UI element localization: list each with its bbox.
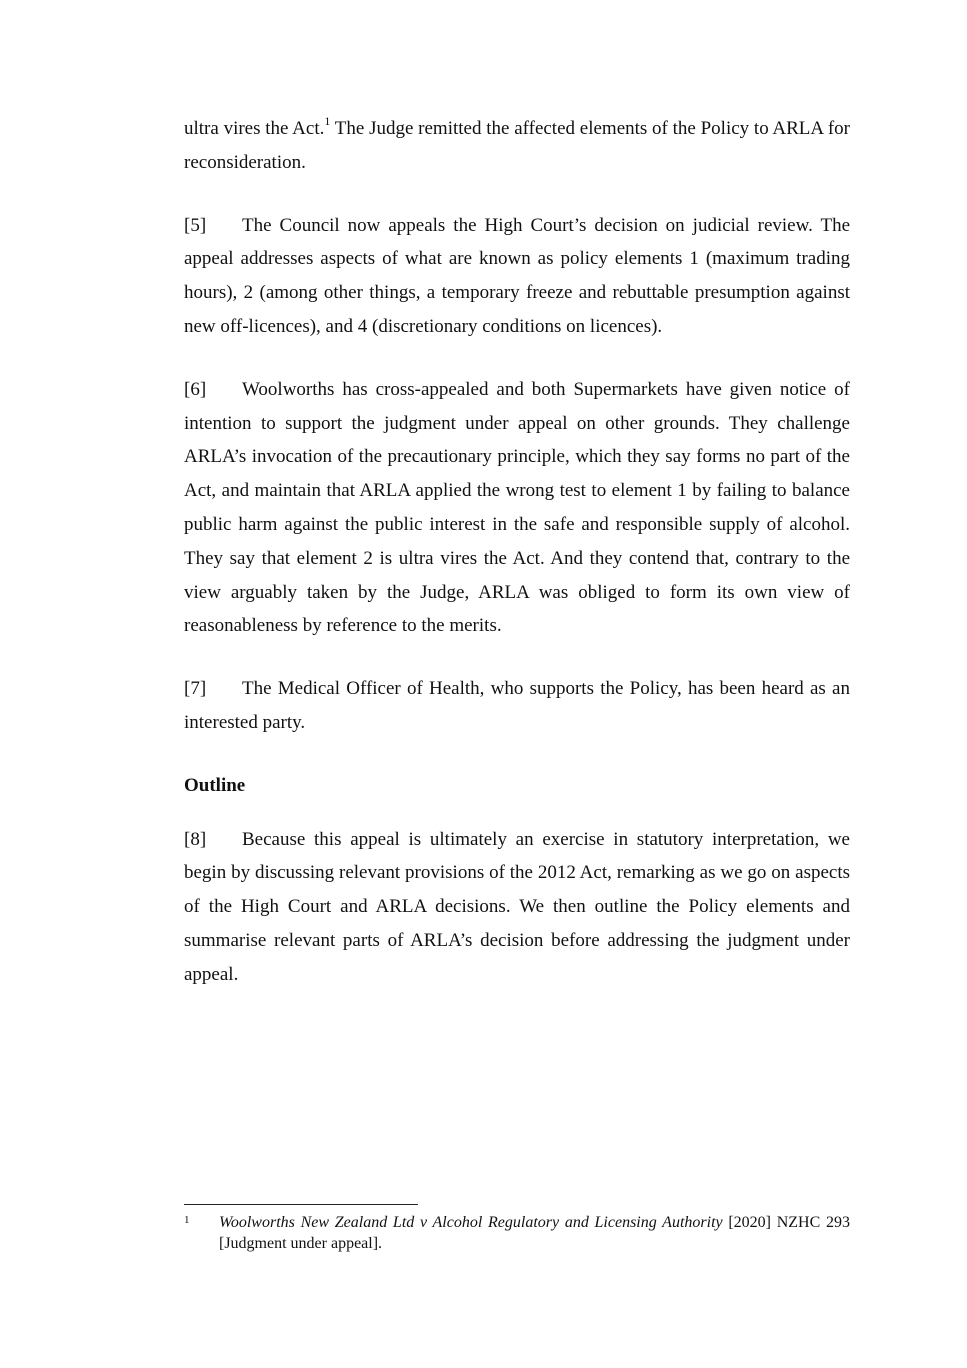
paragraph-5: [184, 209, 850, 344]
footnote-reference[interactable]: 1: [324, 113, 331, 128]
paragraph-text: Because this appeal is ultimately an exercise in statutory interpretation, we begin by discussing relevant provisions of the 2012 Act, remarking as we go on aspects of the High Court and ARLA decisions. We then outline the Policy elements and summarise relevant parts of ARLA’s decision before addressing the judgment under appeal.: [184, 828, 850, 985]
paragraph-7: [184, 672, 850, 740]
paragraph-number: [6]: [184, 378, 207, 400]
footnote: [184, 1212, 850, 1254]
paragraph-8: [184, 823, 850, 992]
paragraph-number: [5]: [184, 214, 207, 236]
paragraph-6: [184, 373, 850, 643]
opening-paragraph: [184, 112, 850, 180]
footnote-case-name: Woolworths New Zealand Ltd v Alcohol Regulatory and Licensing Authority: [219, 1214, 723, 1231]
paragraph-text: The Medical Officer of Health, who supports the Policy, has been heard as an interested party.: [184, 678, 850, 733]
paragraph-text: Woolworths has cross-appealed and both Supermarkets have given notice of intention to support the judgment under appeal on other grounds. They challenge ARLA’s invocation of the precautionary principle, which they say forms no part of the Act, and maintain that ARLA applied the wrong test to element 1 by failing to balance public harm against the public interest in the safe and responsible supply of alcohol. They say that element 2 is ultra vires the Act. And they contend that, contrary to the view arguably taken by the Judge, ARLA was obliged to form its own view of reasonableness by reference to the merits.: [184, 378, 850, 637]
footnote-divider: [184, 1204, 418, 1205]
opening-text-b: The Judge remitted the affected elements of the Policy to ARLA for reconsideration.: [184, 118, 850, 173]
body-text: [184, 112, 850, 1021]
section-heading: Outline: [184, 774, 246, 796]
paragraph-number: [8]: [184, 828, 207, 850]
paragraph-number: [7]: [184, 678, 207, 700]
paragraph-text: The Council now appeals the High Court’s decision on judicial review. The appeal addresses aspects of what are known as policy elements 1 (maximum trading hours), 2 (among other things, a temporary freeze and rebuttable presumption against new off-licences), and 4 (discretionary conditions on licences).: [184, 214, 850, 337]
footnote-number: 1: [184, 1214, 190, 1226]
footnote-body: [219, 1212, 850, 1254]
footnote-citation: [2020] NZHC 293 [Judgment under appeal].: [219, 1214, 850, 1252]
opening-text-a: ultra vires the Act.: [184, 118, 325, 139]
